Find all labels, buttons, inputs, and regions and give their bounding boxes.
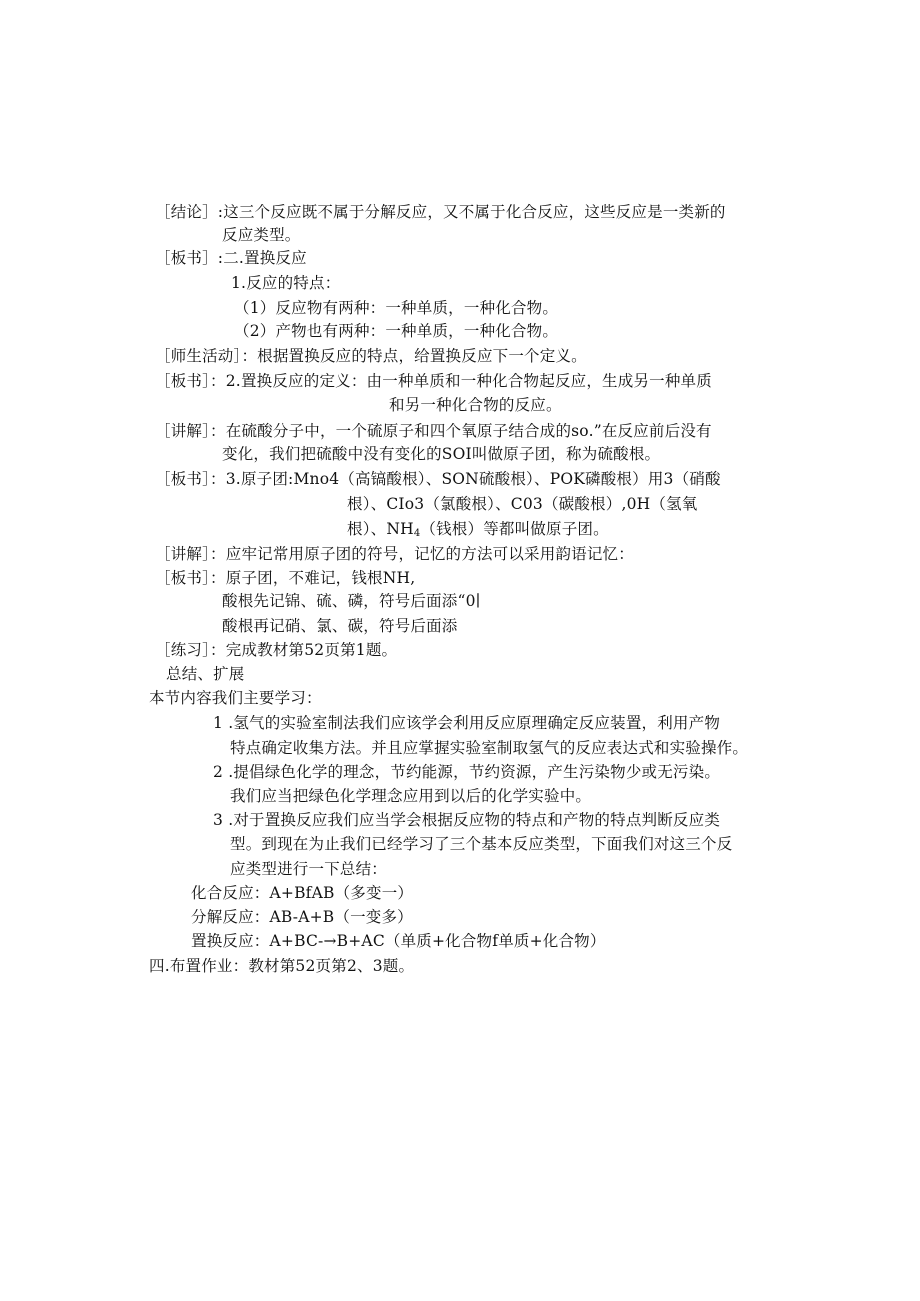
reaction-features-title: 1.反应的特点： — [231, 274, 341, 292]
feature-item-2: （2）产物也有两种：一种单质，一种化合物。 — [234, 322, 559, 340]
explanation-line-1: ［讲解］：在硫酸分子中，一个硫原子和四个氧原子结合成的so.”在反应前后没有 — [155, 422, 712, 440]
summary-item-1-line-1: 1 .氢气的实验室制法我们应该学会利用反应原理确定反应装置，利用产物 — [213, 714, 721, 732]
summary-item-3-line-3: 应类型进行一下总结： — [230, 860, 388, 878]
homework-line: 四.布置作业：教材第52页第2、3题。 — [149, 957, 415, 975]
atomic-group-line-2: 根）、CIo3（氯酸根）、C03（碳酸根）,0H（氢氧 — [347, 495, 698, 513]
ammonium-suffix: （钱根）等都叫做原子团。 — [420, 520, 609, 538]
summary-item-2-line-1: 2 .提倡绿色化学的理念，节约能源，节约资源，产生污染物少或无污染。 — [213, 763, 721, 781]
conclusion-line-2: 反应类型。 — [222, 226, 301, 244]
ammonium-prefix: 根）、NH — [347, 520, 414, 538]
explanation-line-2: 变化，我们把硫酸中没有变化的SOI叫做原子团，称为硫酸根。 — [222, 445, 661, 463]
atomic-group-line-3 — [347, 518, 609, 545]
definition-line-1: ［板书］：2.置换反应的定义：由一种单质和一种化合物起反应，生成另一种单质 — [155, 372, 712, 390]
summary-item-1-line-2: 特点确定收集方法。并且应掌握实验室制取氢气的反应表达式和实验操作。 — [230, 739, 749, 757]
mnemonic-line-3: 酸根再记硝、氯、碳，符号后面添 — [222, 617, 458, 635]
decomposition-reaction: 分解反应：AB-A+B（一变多） — [191, 908, 413, 926]
summary-item-3-line-2: 型。到现在为止我们已经学习了三个基本反应类型，下面我们对这三个反 — [230, 835, 733, 853]
mnemonic-line-1: ［板书］：原子团，不难记，钱根NH, — [155, 569, 416, 587]
summary-item-2-line-2: 我们应当把绿色化学理念应用到以后的化学实验中。 — [230, 787, 592, 805]
board-heading-replacement: ［板书］:二.置换反应 — [155, 249, 307, 267]
summary-intro: 本节内容我们主要学习： — [149, 689, 322, 707]
mnemonic-explanation: ［讲解］：应牢记常用原子团的符号，记忆的方法可以采用韵语记忆： — [155, 545, 634, 563]
summary-item-3-line-1: 3 .对于置换反应我们应当学会根据反应物的特点和产物的特点判断反应类 — [213, 811, 721, 829]
teacher-student-activity: ［师生活动］：根据置换反应的特点，给置换反应下一个定义。 — [155, 347, 587, 365]
atomic-group-line-1: ［板书］：3.原子团:Mno4（高镐酸根）、SON硫酸根）、POK磷酸根）用3（硝酸 — [155, 470, 721, 488]
summary-heading: 总结、扩展 — [166, 665, 245, 683]
replacement-reaction: 置换反应：A+BC-→B+AC（单质+化合物f单质+化合物） — [191, 932, 606, 950]
ammonium-subscript: 4 — [413, 528, 421, 539]
definition-line-2: 和另一种化合物的反应。 — [389, 396, 562, 414]
feature-item-1: （1）反应物有两种：一种单质，一种化合物。 — [234, 299, 559, 317]
exercise-line: ［练习］：完成教材第52页第1题。 — [155, 641, 398, 659]
combination-reaction: 化合反应：A+BfAB（多变一） — [191, 884, 414, 902]
conclusion-line-1: ［结论］:这三个反应既不属于分解反应，又不属于化合反应，这些反应是一类新的 — [155, 203, 726, 221]
mnemonic-line-2: 酸根先记锦、硫、磷，符号后面添“0∣ — [222, 592, 481, 610]
